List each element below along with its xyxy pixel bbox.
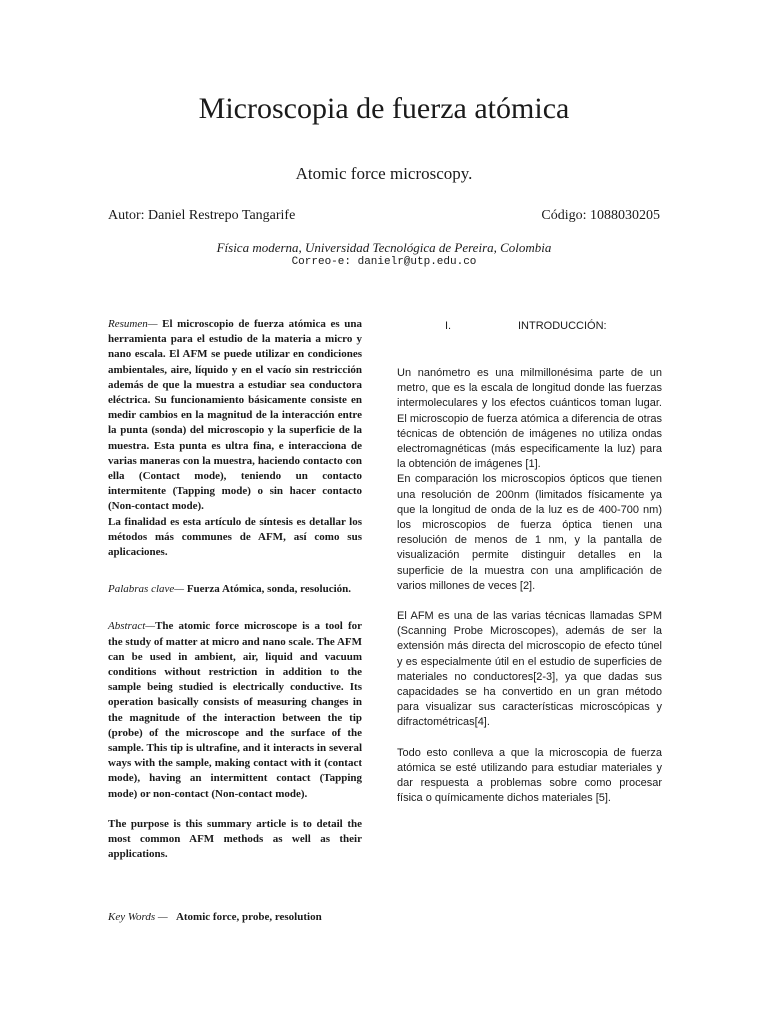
palabras-clave-text: Fuerza Atómica, sonda, resolución. (184, 583, 352, 596)
section-number: I. (445, 320, 452, 332)
palabras-clave-label: Palabras clave— (108, 583, 185, 596)
keywords-paragraph (108, 910, 362, 925)
right-column (397, 366, 662, 806)
intro-paragraph-2: En comparación los microscopios ópticos que tienen una resolución de 200nm (limitados físicamente ya que la longitud de onda de la luz es de 400-700 nm) los microscopios de fuerza óptica tienen una resolución de menos de 1 nm, y la pantalla de visualización permite distinguir detalles en la superficie de la muestra con una amplificación de varios millones de veces [2]. (397, 473, 662, 592)
author-line: Autor: Daniel Restrepo Tangarife (108, 208, 296, 223)
keywords-label: Key Words — (108, 910, 168, 923)
intro-paragraph-3: El AFM es una de las varias técnicas llamadas SPM (Scanning Probe Microscopes), además de ser la extensión más directa del microscopio de efecto túnel y es especialmente útil en el estudio de superficies de materiales no conductores[2-3], ya que dadas sus capacidades se ha convertido en un gran método para visualizar sus características microscópicas y difractométricas[4]. (397, 610, 662, 729)
intro-paragraph-4: Todo esto conlleva a que la microscopia de fuerza atómica se esté utilizando para estudiar materiales y dar respuesta a problemas sobre como procesar física o químicamente dichos materiales [5]. (397, 746, 662, 805)
abstract-paragraph (108, 619, 362, 801)
email-line: Correo-e: danielr@utp.edu.co (291, 256, 477, 268)
paper-title: Microscopia de fuerza atómica (198, 92, 570, 125)
palabras-clave-paragraph (108, 582, 362, 597)
resumen-paragraph (108, 317, 362, 515)
left-column (108, 317, 362, 925)
paper-subtitle: Atomic force microscopy. (295, 164, 473, 183)
section-title: INTRODUCCIÓN: (518, 320, 607, 332)
resumen-label: Resumen— (108, 318, 158, 330)
resumen-purpose: La finalidad es esta artículo de síntesis es detallar los métodos más communes de AFM, así como sus aplicaciones. (108, 515, 362, 559)
abstract-purpose: The purpose is this summary article is to detail the most common AFM methods as well as their applications. (108, 817, 362, 861)
resumen-text: El microscopio de fuerza atómica es una herramienta para el estudio de la materia a micro y nano escala. El AFM se puede utilizar en condiciones ambientales, aire, líquido y en el vacío sin restricción además de que la muestra a estudiar sea conductora eléctrica. Su funcionamiento básicamente consiste en medir cambios en la magnitud de la interacción entre la punta (sonda) del microscopio y la superficie de la muestra. Esta punta es ultra fina, e interacciona de varias maneras con la muestra, haciendo contacto con ella (Contact mode), teniendo un contacto intermitente (Tapping mode) o sin hacer contacto (Non-contact mode). (108, 318, 362, 513)
affiliation: Física moderna, Universidad Tecnológica de Pereira, Colombia (216, 240, 552, 255)
abstract-text: The atomic force microscope is a tool for the study of matter at micro and nano scale. The AFM can be used in ambient, air, liquid and vacuum conditions without restriction in addition to the sample being studied is electrically conductive. Its operation basically consists of measuring changes in the magnitude of the interaction between the tip (probe) of the microscope and the surface of the sample. This tip is ultrafine, and it interacts in several ways with the sample, making contact with it (contact mode), having an intermittent contact (Tapping mode) or non-contact (Non-contact mode). (108, 620, 362, 800)
intro-paragraph-1: Un nanómetro es una milmillonésima parte de un metro, que es la escala de longitud donde las fuerzas intermoleculares y los efectos cuánticos toman lugar. El microscopio de fuerza atómica a diferencia de otras técnicas de obtención de imágenes no utiliza ondas electromagnéticas (más especificamente la luz) para la obtención de imágenes [1]. (397, 367, 662, 471)
student-code: Código: 1088030205 (541, 208, 660, 223)
abstract-label: Abstract— (108, 620, 156, 633)
keywords-text: Atomic force, probe, resolution (175, 910, 322, 923)
